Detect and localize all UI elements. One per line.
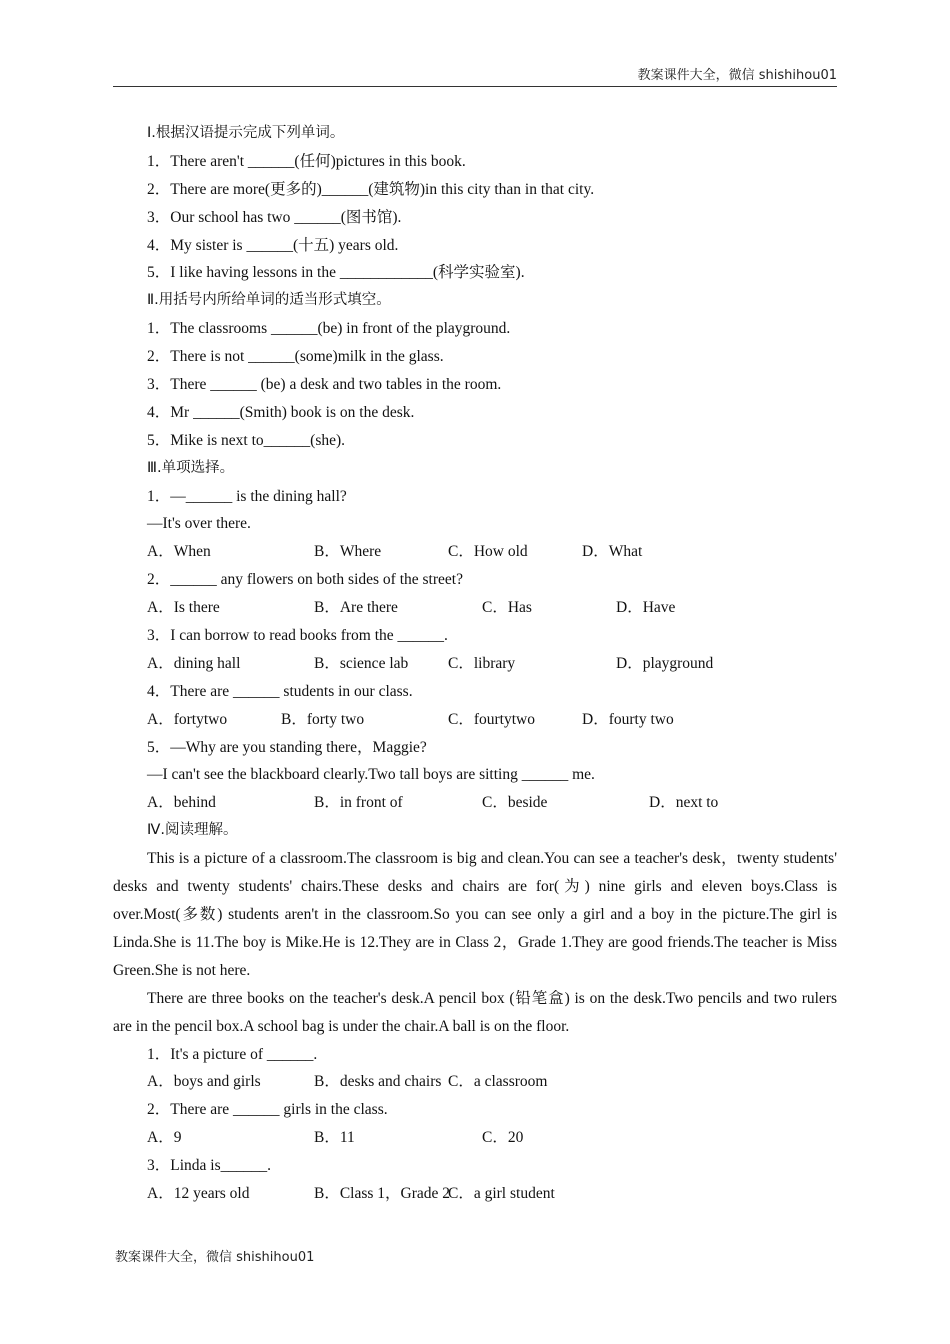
question-stem: 1．It's a picture of ______. — [147, 1045, 318, 1063]
option-c: C．Has — [482, 599, 532, 617]
option-c: C．beside — [482, 794, 548, 812]
option-b: B．in front of — [314, 794, 403, 812]
option-c: C．a girl student — [448, 1184, 555, 1202]
options-row — [113, 650, 837, 678]
options-row — [113, 1068, 837, 1096]
option-b: B．11 — [314, 1129, 355, 1147]
option-a: A．dining hall — [147, 654, 241, 672]
question-stem: 5．—Why are you standing there，Maggie? — [147, 738, 427, 756]
section-heading-3: Ⅲ.单项选择。 — [147, 459, 235, 476]
option-b: B．Are there — [314, 599, 398, 617]
options-row — [113, 706, 837, 734]
option-d: D．What — [582, 543, 643, 561]
worksheet-content — [113, 120, 837, 1208]
question-stem: 3．I can borrow to read books from the ______. — [147, 627, 448, 645]
page-header: 教案课件大全，微信 shishihou01 — [113, 64, 837, 87]
option-b: B．Where — [314, 543, 382, 561]
option-d: D．playground — [616, 654, 714, 672]
option-b: B．forty two — [281, 710, 365, 728]
question-item: 3．There ______ (be) a desk and two tables in the room. — [147, 376, 502, 394]
question-stem: 4．There are ______ students in our class. — [147, 682, 413, 700]
option-a: A．behind — [147, 794, 216, 812]
question-item: 2．There are more(更多的)______(建筑物)in this city than in that city. — [147, 180, 595, 198]
question-item: 5．Mike is next to______(she). — [147, 431, 346, 449]
question-item: 1．The classrooms ______(be) in front of the playground. — [147, 320, 511, 338]
options-row — [113, 1124, 837, 1152]
question-item: 5．I like having lessons in the ____________(科学实验室). — [147, 264, 525, 282]
question-stem: 2．There are ______ girls in the class. — [147, 1101, 388, 1119]
section-heading-4: Ⅳ.阅读理解。 — [147, 822, 238, 839]
question-stem: 3．Linda is______. — [147, 1157, 271, 1175]
option-a: A．Is there — [147, 599, 220, 617]
section-heading-1: Ⅰ.根据汉语提示完成下列单词。 — [147, 125, 345, 141]
option-a: A．12 years old — [147, 1184, 250, 1202]
option-a: A．When — [147, 543, 211, 561]
option-a: A．fortytwo — [147, 710, 228, 728]
option-d: D．Have — [616, 599, 676, 617]
question-item: 2．There is not ______(some)milk in the glass. — [147, 348, 444, 366]
option-c: C．library — [448, 654, 516, 672]
question-stem-reply: —I can't see the blackboard clearly.Two tall boys are sitting ______ me. — [147, 766, 595, 784]
option-a: A．9 — [147, 1129, 182, 1147]
page-footer: 教案课件大全，微信 shishihou01 — [115, 1250, 315, 1265]
options-row — [113, 789, 837, 817]
option-c: C．How old — [448, 543, 528, 561]
reading-paragraph-2: There are three books on the teacher's desk.A pencil box (铅笔盒) is on the desk.Two pencils and two rulers are in the pencil box.A school bag is under the chair.A ball is on the floor. — [113, 989, 837, 1035]
option-b: B．Class 1，Grade 2 — [314, 1184, 451, 1202]
options-row — [113, 538, 837, 566]
question-item: 4．Mr ______(Smith) book is on the desk. — [147, 403, 415, 421]
section-heading-2: Ⅱ.用括号内所给单词的适当形式填空。 — [147, 292, 391, 309]
option-b: B．desks and chairs — [314, 1073, 442, 1091]
question-stem-reply: —It's over there. — [147, 515, 251, 533]
option-a: A．boys and girls — [147, 1073, 261, 1091]
option-c: C．20 — [482, 1129, 524, 1147]
option-b: B．science lab — [314, 654, 409, 672]
question-item: 4．My sister is ______(十五) years old. — [147, 236, 399, 254]
option-d: D．fourty two — [582, 710, 674, 728]
options-row — [113, 594, 837, 622]
option-d: D．next to — [649, 794, 719, 812]
options-row — [113, 1180, 837, 1208]
question-item: 3．Our school has two ______(图书馆). — [147, 208, 402, 226]
question-stem: 2．______ any flowers on both sides of the street? — [147, 571, 463, 589]
option-c: C．a classroom — [448, 1073, 548, 1091]
option-c: C．fourtytwo — [448, 710, 535, 728]
question-stem: 1．—______ is the dining hall? — [147, 487, 347, 505]
question-item: 1．There aren't ______(任何)pictures in this book. — [147, 152, 466, 170]
reading-paragraph-1: This is a picture of a classroom.The classroom is big and clean.You can see a teacher's desk，twenty students' desks and twenty students' chairs.These desks and chairs are for(为) nine girls and eleven boys.Class is over.Most(多数) students aren't in the classroom.So you can see only a girl and a boy in the picture.The girl is Linda.She is 11.The boy is Mike.He is 12.They are in Class 2，Grade 1.They are good friends.The teacher is Miss Green.She is not here. — [113, 850, 837, 979]
